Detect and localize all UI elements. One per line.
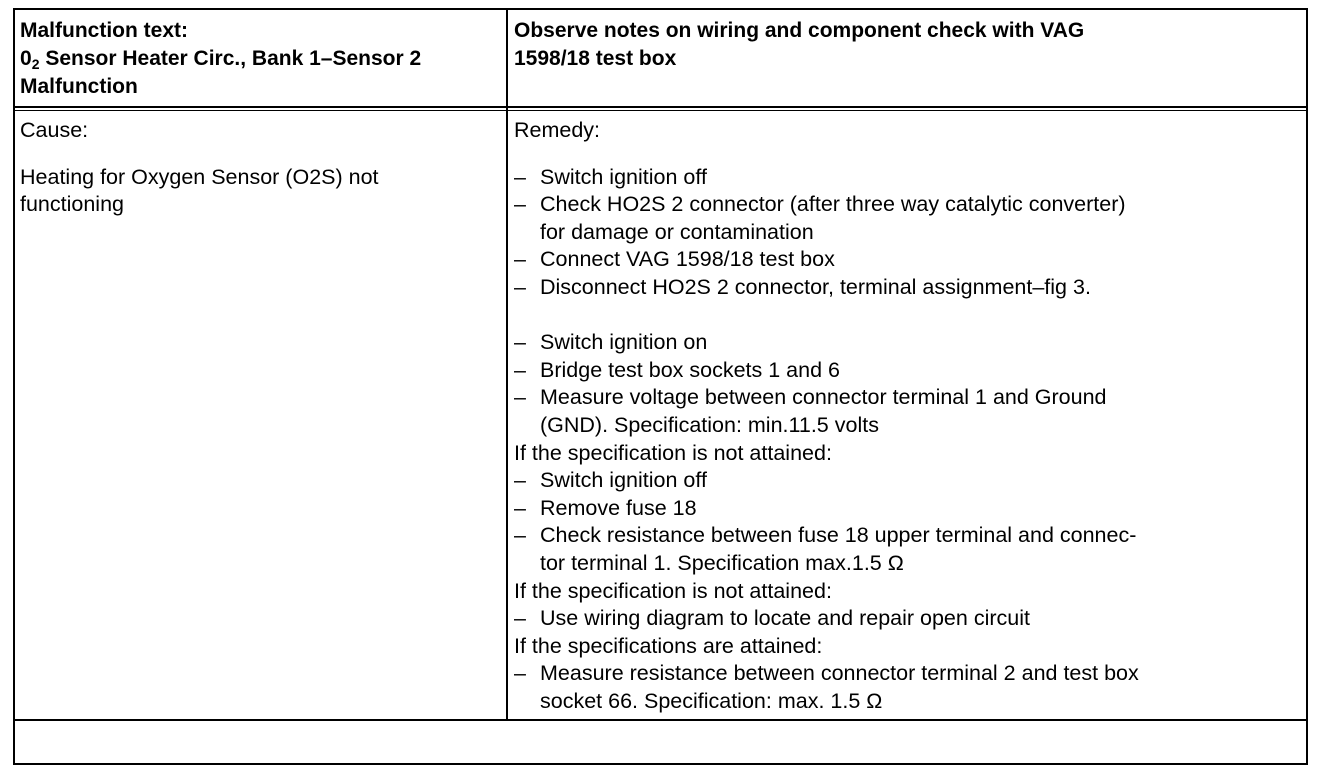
notes-cell xyxy=(514,17,1304,73)
malfunction-title-cont: Malfunction xyxy=(20,75,138,98)
cause-line-2: functioning xyxy=(20,192,124,217)
table-border-right xyxy=(1306,8,1308,765)
remedy-step: – Switch ignition on xyxy=(514,330,708,355)
remedy-step-cont: for damage or contamination xyxy=(540,219,814,244)
remedy-step: – Switch ignition off xyxy=(514,164,707,189)
remedy-step-cont: socket 66. Specification: max. 1.5 Ω xyxy=(540,688,883,713)
remedy-step: – Connect VAG 1598/18 test box xyxy=(514,247,835,272)
cause-label: Cause: xyxy=(20,118,89,142)
remedy-step-cont: (GND). Specification: min.11.5 volts xyxy=(540,412,879,437)
remedy-step: – Remove fuse 18 xyxy=(514,495,697,520)
remedy-step: – Disconnect HO2S 2 connector, terminal assignment–fig 3. xyxy=(514,274,1091,299)
cause-line-1: Heating for Oxygen Sensor (O2S) not xyxy=(20,164,379,189)
table-border-bottom xyxy=(13,763,1308,765)
table-border-top xyxy=(13,8,1308,10)
notes-line-2: 1598/18 test box xyxy=(514,47,677,70)
remedy-step: – Measure resistance between connector terminal 2 and test box xyxy=(514,661,1139,686)
remedy-step: – Check HO2S 2 connector (after three way catalytic converter) xyxy=(514,192,1126,217)
footer-row xyxy=(15,721,1306,763)
remedy-step: – Bridge test box sockets 1 and 6 xyxy=(514,357,840,382)
malfunction-label: Malfunction text: xyxy=(20,19,188,42)
remedy-step: – Use wiring diagram to locate and repair open circuit xyxy=(514,606,1030,631)
cause-cell xyxy=(20,117,504,219)
remedy-step: – Check resistance between fuse 18 upper terminal and connec- xyxy=(514,523,1137,548)
remedy-step: – Measure voltage between connector terminal 1 and Ground xyxy=(514,385,1107,410)
remedy-cell xyxy=(514,117,1304,715)
remedy-step-cont: tor terminal 1. Specification max.1.5 Ω xyxy=(540,550,904,575)
malfunction-text-cell xyxy=(20,17,504,101)
header-divider xyxy=(13,106,1308,108)
remedy-label: Remedy: xyxy=(514,118,601,142)
remedy-step: – Switch ignition off xyxy=(514,468,707,493)
notes-line-1: Observe notes on wiring and component check with VAG xyxy=(514,19,1085,42)
table-border-left xyxy=(13,8,15,765)
header-divider-double xyxy=(13,110,1308,111)
remedy-condition: If the specifications are attained: xyxy=(514,633,823,658)
malfunction-title: $0_2$ Sensor Heater Circ., Bank 1–Sensor 2 xyxy=(20,47,422,72)
column-divider xyxy=(506,8,508,721)
remedy-condition: If the specification is not attained: xyxy=(514,578,832,603)
remedy-condition: If the specification is not attained: xyxy=(514,440,832,465)
